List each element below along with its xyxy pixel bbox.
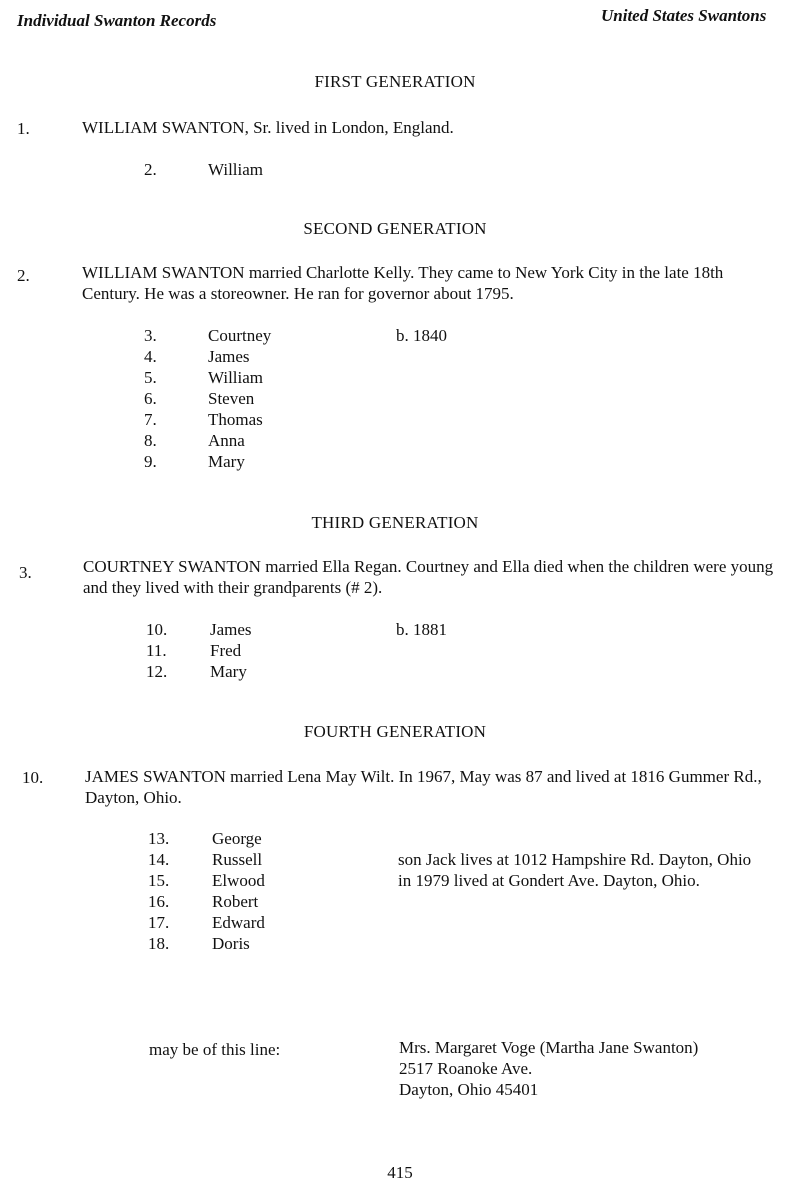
- child-number: 2.: [144, 160, 157, 179]
- child-row: [148, 871, 788, 892]
- child-name: Courtney: [208, 326, 272, 345]
- child-name: Fred: [210, 641, 242, 660]
- child-note: in 1979 lived at Gondert Ave. Dayton, Ohio.: [398, 871, 700, 890]
- entry-number: 2.: [17, 266, 30, 285]
- child-note: son Jack lives at 1012 Hampshire Rd. Dayton, Ohio: [398, 850, 752, 869]
- children-list: [146, 620, 746, 683]
- child-row: [148, 850, 788, 871]
- child-name: James: [210, 620, 252, 639]
- child-name: Edward: [212, 913, 265, 932]
- child-number: 5.: [144, 368, 157, 387]
- entry-text: WILLIAM SWANTON, Sr. lived in London, England.: [82, 118, 454, 137]
- child-number: 7.: [144, 410, 157, 429]
- generation-heading-first: FIRST GENERATION: [314, 72, 476, 91]
- children-list: [148, 829, 788, 955]
- child-number: 4.: [144, 347, 157, 366]
- child-row: [148, 913, 788, 934]
- entry-number: 1.: [17, 119, 30, 138]
- generation-heading-third: THIRD GENERATION: [311, 513, 479, 532]
- child-name: William: [208, 160, 264, 179]
- generation-heading-fourth: FOURTH GENERATION: [303, 722, 487, 741]
- entry-number: 10.: [22, 768, 44, 787]
- child-number: 10.: [146, 620, 168, 639]
- child-number: 6.: [144, 389, 157, 408]
- entry-text: COURTNEY SWANTON married Ella Regan. Courtney and Ella died when the children were young and they lived with their grandparents (# 2).: [83, 557, 774, 597]
- child-number: 18.: [148, 934, 170, 953]
- child-row: [144, 431, 744, 452]
- child-row: [144, 326, 744, 347]
- child-number: 16.: [148, 892, 170, 911]
- children-list: [144, 326, 744, 473]
- child-number: 14.: [148, 850, 170, 869]
- child-number: 17.: [148, 913, 170, 932]
- child-name: George: [212, 829, 262, 848]
- entry-text: JAMES SWANTON married Lena May Wilt. In 1967, May was 87 and lived at 1816 Gummer Rd., Dayton, Ohio.: [85, 767, 762, 807]
- child-number: 13.: [148, 829, 170, 848]
- generation-heading-second: SECOND GENERATION: [303, 219, 487, 238]
- child-row: [144, 368, 744, 389]
- child-number: 8.: [144, 431, 157, 450]
- child-name: Elwood: [212, 871, 265, 890]
- child-name: Mary: [208, 452, 245, 471]
- child-row: [144, 347, 744, 368]
- child-row: [146, 641, 746, 662]
- children-list: [144, 160, 744, 181]
- entry-number: 3.: [19, 563, 32, 582]
- child-name: Thomas: [208, 410, 263, 429]
- child-row: [148, 934, 788, 955]
- child-name: Doris: [212, 934, 250, 953]
- child-number: 9.: [144, 452, 157, 471]
- child-name: William: [208, 368, 264, 387]
- child-note: b. 1840: [396, 326, 447, 345]
- child-number: 15.: [148, 871, 170, 890]
- child-row: [148, 829, 788, 850]
- footer-note-label: may be of this line:: [149, 1040, 281, 1059]
- child-row: [146, 662, 746, 683]
- child-name: Robert: [212, 892, 259, 911]
- child-name: James: [208, 347, 250, 366]
- child-number: 3.: [144, 326, 157, 345]
- child-row: [148, 892, 788, 913]
- address-line: Dayton, Ohio 45401: [399, 1080, 539, 1099]
- child-name: Russell: [212, 850, 263, 869]
- child-name: Steven: [208, 389, 255, 408]
- entry-text: WILLIAM SWANTON married Charlotte Kelly. They came to New York City in the late 18th Century. He was a storeowner. He ran for governor about 1795.: [82, 263, 724, 303]
- child-row: [144, 410, 744, 431]
- child-number: 11.: [146, 641, 167, 660]
- child-note: b. 1881: [396, 620, 447, 639]
- child-number: 12.: [146, 662, 168, 681]
- address-line: Mrs. Margaret Voge (Martha Jane Swanton): [399, 1038, 699, 1057]
- running-header-left: Individual Swanton Records: [17, 11, 217, 30]
- footer-note-address: [399, 1037, 698, 1100]
- running-header-right: United States Swantons: [601, 6, 767, 25]
- child-name: Anna: [208, 431, 245, 450]
- child-name: Mary: [210, 662, 247, 681]
- address-line: 2517 Roanoke Ave.: [399, 1059, 533, 1078]
- page-number: 415: [387, 1163, 413, 1182]
- child-row: [146, 620, 746, 641]
- child-row: [144, 452, 744, 473]
- child-row: [144, 389, 744, 410]
- child-row: [144, 160, 744, 181]
